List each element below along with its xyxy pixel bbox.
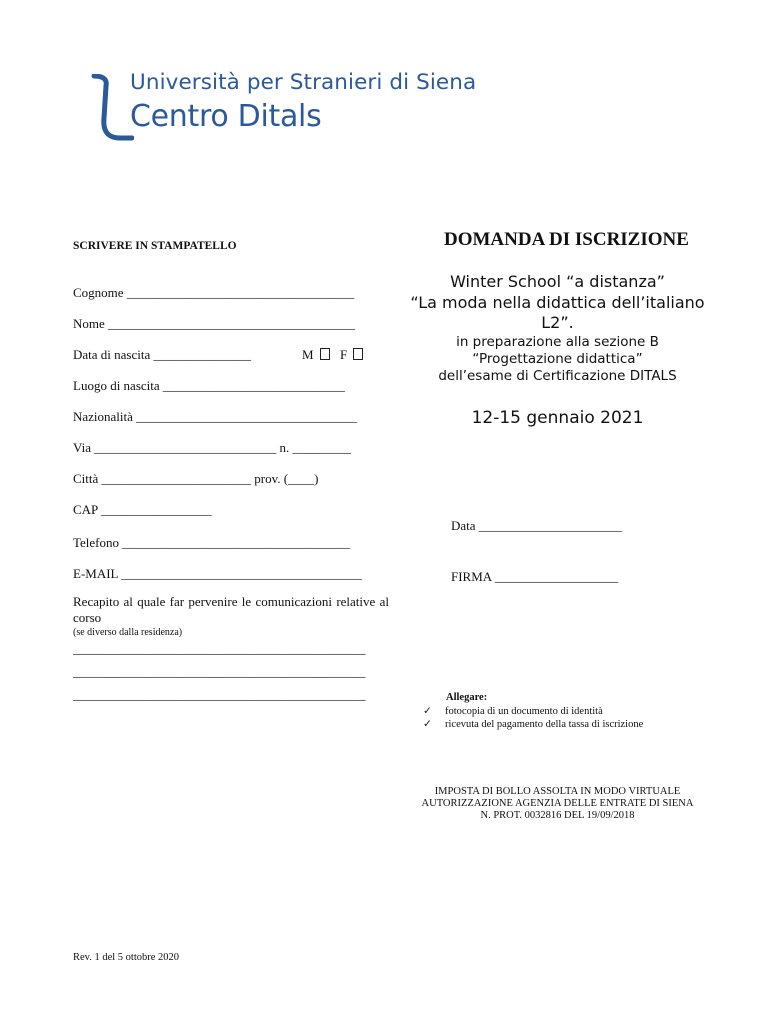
course-line-2: “La moda nella didattica dell’italiano — [410, 293, 705, 312]
instruction-text: SCRIVERE IN STAMPATELLO — [73, 240, 237, 252]
stamp-duty-line-3: N. PROT. 0032816 DEL 19/09/2018 — [480, 810, 635, 821]
phone-field[interactable]: Telefono ___________________________________ — [73, 535, 350, 550]
sex-male-option[interactable] — [302, 347, 330, 363]
attachments-title: Allegare: — [446, 692, 488, 703]
logo-university-name: Università per Stranieri di Siena — [130, 70, 477, 95]
course-line-3: L2”. — [541, 313, 574, 332]
street-field[interactable]: Via ____________________________ n. _________ — [73, 440, 351, 455]
checkmark-icon: ✓ — [423, 706, 432, 717]
prep-line-3: dell’esame di Certificazione DITALS — [438, 368, 677, 384]
city-field[interactable]: Città _______________________ prov. (____) — [73, 471, 319, 486]
recapito-line-2[interactable]: _____________________________________________ — [73, 664, 366, 679]
logo-centre-name: Centro Ditals — [130, 99, 322, 134]
logo-bracket-icon — [90, 74, 134, 144]
nationality-field[interactable]: Nazionalità __________________________________ — [73, 409, 358, 424]
sex-female-option[interactable] — [340, 347, 363, 363]
cognome-field[interactable]: Cognome ___________________________________ — [73, 285, 355, 300]
recapito-text: Recapito al quale far pervenire le comunicazioni relative al corso — [73, 594, 389, 625]
attachment-label: fotocopia di un documento di identità — [445, 706, 603, 717]
date-field[interactable]: Data ______________________ — [451, 518, 622, 533]
email-field[interactable]: E-MAIL _____________________________________ — [73, 566, 362, 581]
prep-line-1: in preparazione alla sezione B — [456, 334, 659, 350]
recapito-note: (se diverso dalla residenza) — [73, 627, 183, 638]
cap-field[interactable]: CAP _________________ — [73, 502, 212, 517]
attachment-label: ricevuta del pagamento della tassa di iscrizione — [445, 719, 644, 730]
checkbox-male-icon[interactable] — [320, 348, 330, 360]
sex-male-label: M — [302, 347, 314, 362]
stamp-duty-line-1: IMPOSTA DI BOLLO ASSOLTA IN MODO VIRTUALE — [434, 786, 681, 797]
nome-field[interactable]: Nome ______________________________________ — [73, 316, 356, 331]
checkbox-female-icon[interactable] — [353, 348, 363, 360]
sex-female-label: F — [340, 347, 348, 362]
course-line-1: Winter School “a distanza” — [450, 272, 665, 291]
recapito-line-3[interactable]: _____________________________________________ — [73, 687, 366, 702]
birth-place-field[interactable]: Luogo di nascita ____________________________ — [73, 378, 345, 393]
signature-field[interactable]: FIRMA ___________________ — [451, 569, 619, 584]
revision-note: Rev. 1 del 5 ottobre 2020 — [73, 952, 180, 963]
recapito-line-1[interactable]: _____________________________________________ — [73, 641, 366, 656]
stamp-duty-line-2: AUTORIZZAZIONE AGENZIA DELLE ENTRATE DI SIENA — [421, 798, 694, 809]
page-title: DOMANDA DI ISCRIZIONE — [444, 229, 689, 250]
birth-date-field[interactable]: Data di nascita _______________ — [73, 347, 251, 362]
attachment-item — [423, 705, 603, 717]
course-dates: 12-15 gennaio 2021 — [471, 408, 644, 428]
checkmark-icon: ✓ — [423, 719, 432, 730]
attachment-item — [423, 718, 643, 730]
stamp-duty-notice — [395, 786, 720, 822]
prep-line-2: “Progettazione didattica” — [472, 351, 643, 367]
